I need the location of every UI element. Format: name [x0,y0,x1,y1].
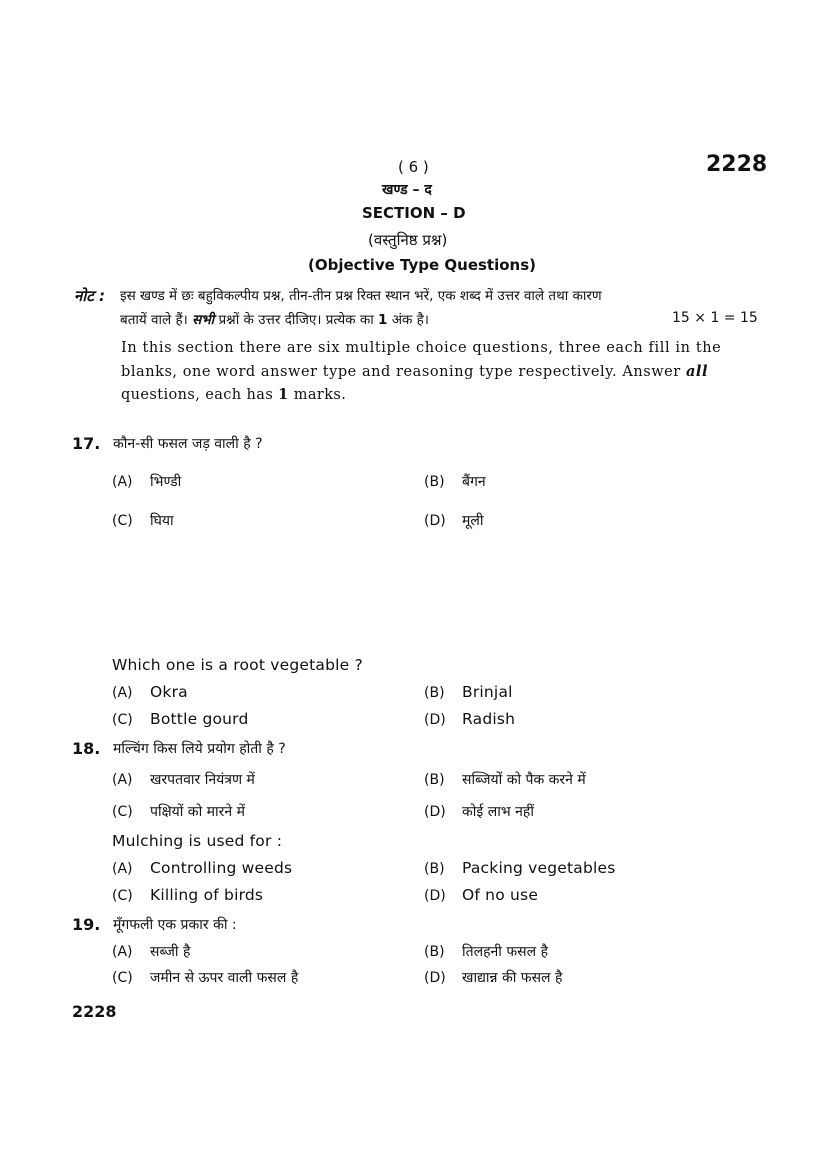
note-english-line-3-b: marks. [293,387,347,403]
note-english-line-2 [121,363,708,380]
option-label: (C) [112,513,133,529]
option-label: (B) [424,772,445,788]
question-type-hindi: (वस्तुनिष्ठ प्रश्न) [368,231,448,249]
note-english-mark: 1 [278,386,289,403]
option-label: (D) [424,712,446,728]
question-number: 17. [72,434,101,453]
option-label: (D) [424,513,446,529]
option-label: (C) [112,804,133,820]
question-number: 19. [72,915,101,934]
note-hindi-line-2-a: बतायें वाले हैं। [120,312,188,328]
note-hindi-line-1: इस खण्ड में छः बहुविकल्पीय प्रश्न, तीन-तीन प्रश्न रिक्त स्थान भरें, एक शब्द में उत्तर वाले तथा कारण [120,288,602,304]
option-label: (C) [112,888,133,904]
question-text-hindi: मूँगफली एक प्रकार की : [113,917,237,933]
note-label: नोट : [74,287,105,305]
option-text-english: Killing of birds [150,886,264,904]
option-label: (C) [112,970,133,986]
option-text-english: Okra [150,683,188,701]
note-hindi-line-2-b: प्रश्नों के उत्तर दीजिए। प्रत्येक का [218,312,374,328]
note-english-line-3-a: questions, each has [121,387,274,403]
option-label: (D) [424,804,446,820]
option-label: (B) [424,685,445,701]
note-english-line-1: In this section there are six multiple choice questions, three each fill in the [121,340,722,356]
question-type-english: (Objective Type Questions) [308,256,537,274]
note-english-line-2-a: blanks, one word answer type and reasoning type respectively. Answer [121,364,681,380]
option-label: (A) [112,772,133,788]
note-english-line-3 [121,386,346,403]
option-label: (B) [424,944,445,960]
note-marks: 15 × 1 = 15 [672,310,758,326]
paper-code: 2228 [706,152,768,177]
option-label: (B) [424,861,445,877]
option-text-english: Radish [462,710,516,728]
option-text-hindi: कोई लाभ नहीं [462,804,534,820]
option-label: (A) [112,944,133,960]
option-label: (D) [424,888,446,904]
option-text-hindi: घिया [150,513,174,529]
note-english-emphasis: all [685,363,709,380]
option-label: (D) [424,970,446,986]
question-text-english: Mulching is used for : [112,832,283,850]
question-text-hindi: कौन-सी फसल जड़ वाली है ? [113,436,263,452]
page-number: ( 6 ) [398,158,429,176]
section-title-hindi: खण्ड – द [382,182,432,198]
option-text-english: Bottle gourd [150,710,249,728]
question-text-english: Which one is a root vegetable ? [112,656,363,674]
option-label: (C) [112,712,133,728]
option-text-hindi: तिलहनी फसल है [462,944,549,960]
option-text-hindi: खाद्यान्न की फसल है [462,970,563,986]
question-number: 18. [72,739,101,758]
note-hindi-emphasis: सभी [192,312,215,328]
option-text-hindi: जमीन से ऊपर वाली फसल है [150,970,299,986]
note-hindi-line-2 [120,310,429,328]
footer-paper-code: 2228 [72,1002,117,1021]
section-title-english: SECTION – D [362,204,466,222]
option-label: (A) [112,861,133,877]
option-text-hindi: सब्जी है [150,944,191,960]
option-text-english: Controlling weeds [150,859,293,877]
option-text-hindi: बैंगन [462,474,486,490]
option-label: (A) [112,685,133,701]
option-label: (A) [112,474,133,490]
option-text-english: Of no use [462,886,539,904]
option-text-hindi: सब्जियों को पैक करने में [462,772,586,788]
option-text-hindi: मूली [462,513,484,529]
option-text-english: Brinjal [462,683,513,701]
note-hindi-line-2-c: अंक है। [391,312,429,328]
option-label: (B) [424,474,445,490]
option-text-hindi: पक्षियों को मारने में [150,804,245,820]
note-hindi-mark: 1 [378,312,388,328]
option-text-hindi: खरपतवार नियंत्रण में [150,772,255,788]
question-text-hindi: मल्चिंग किस लिये प्रयोग होती है ? [113,741,286,757]
option-text-english: Packing vegetables [462,859,616,877]
option-text-hindi: भिण्डी [150,474,182,490]
